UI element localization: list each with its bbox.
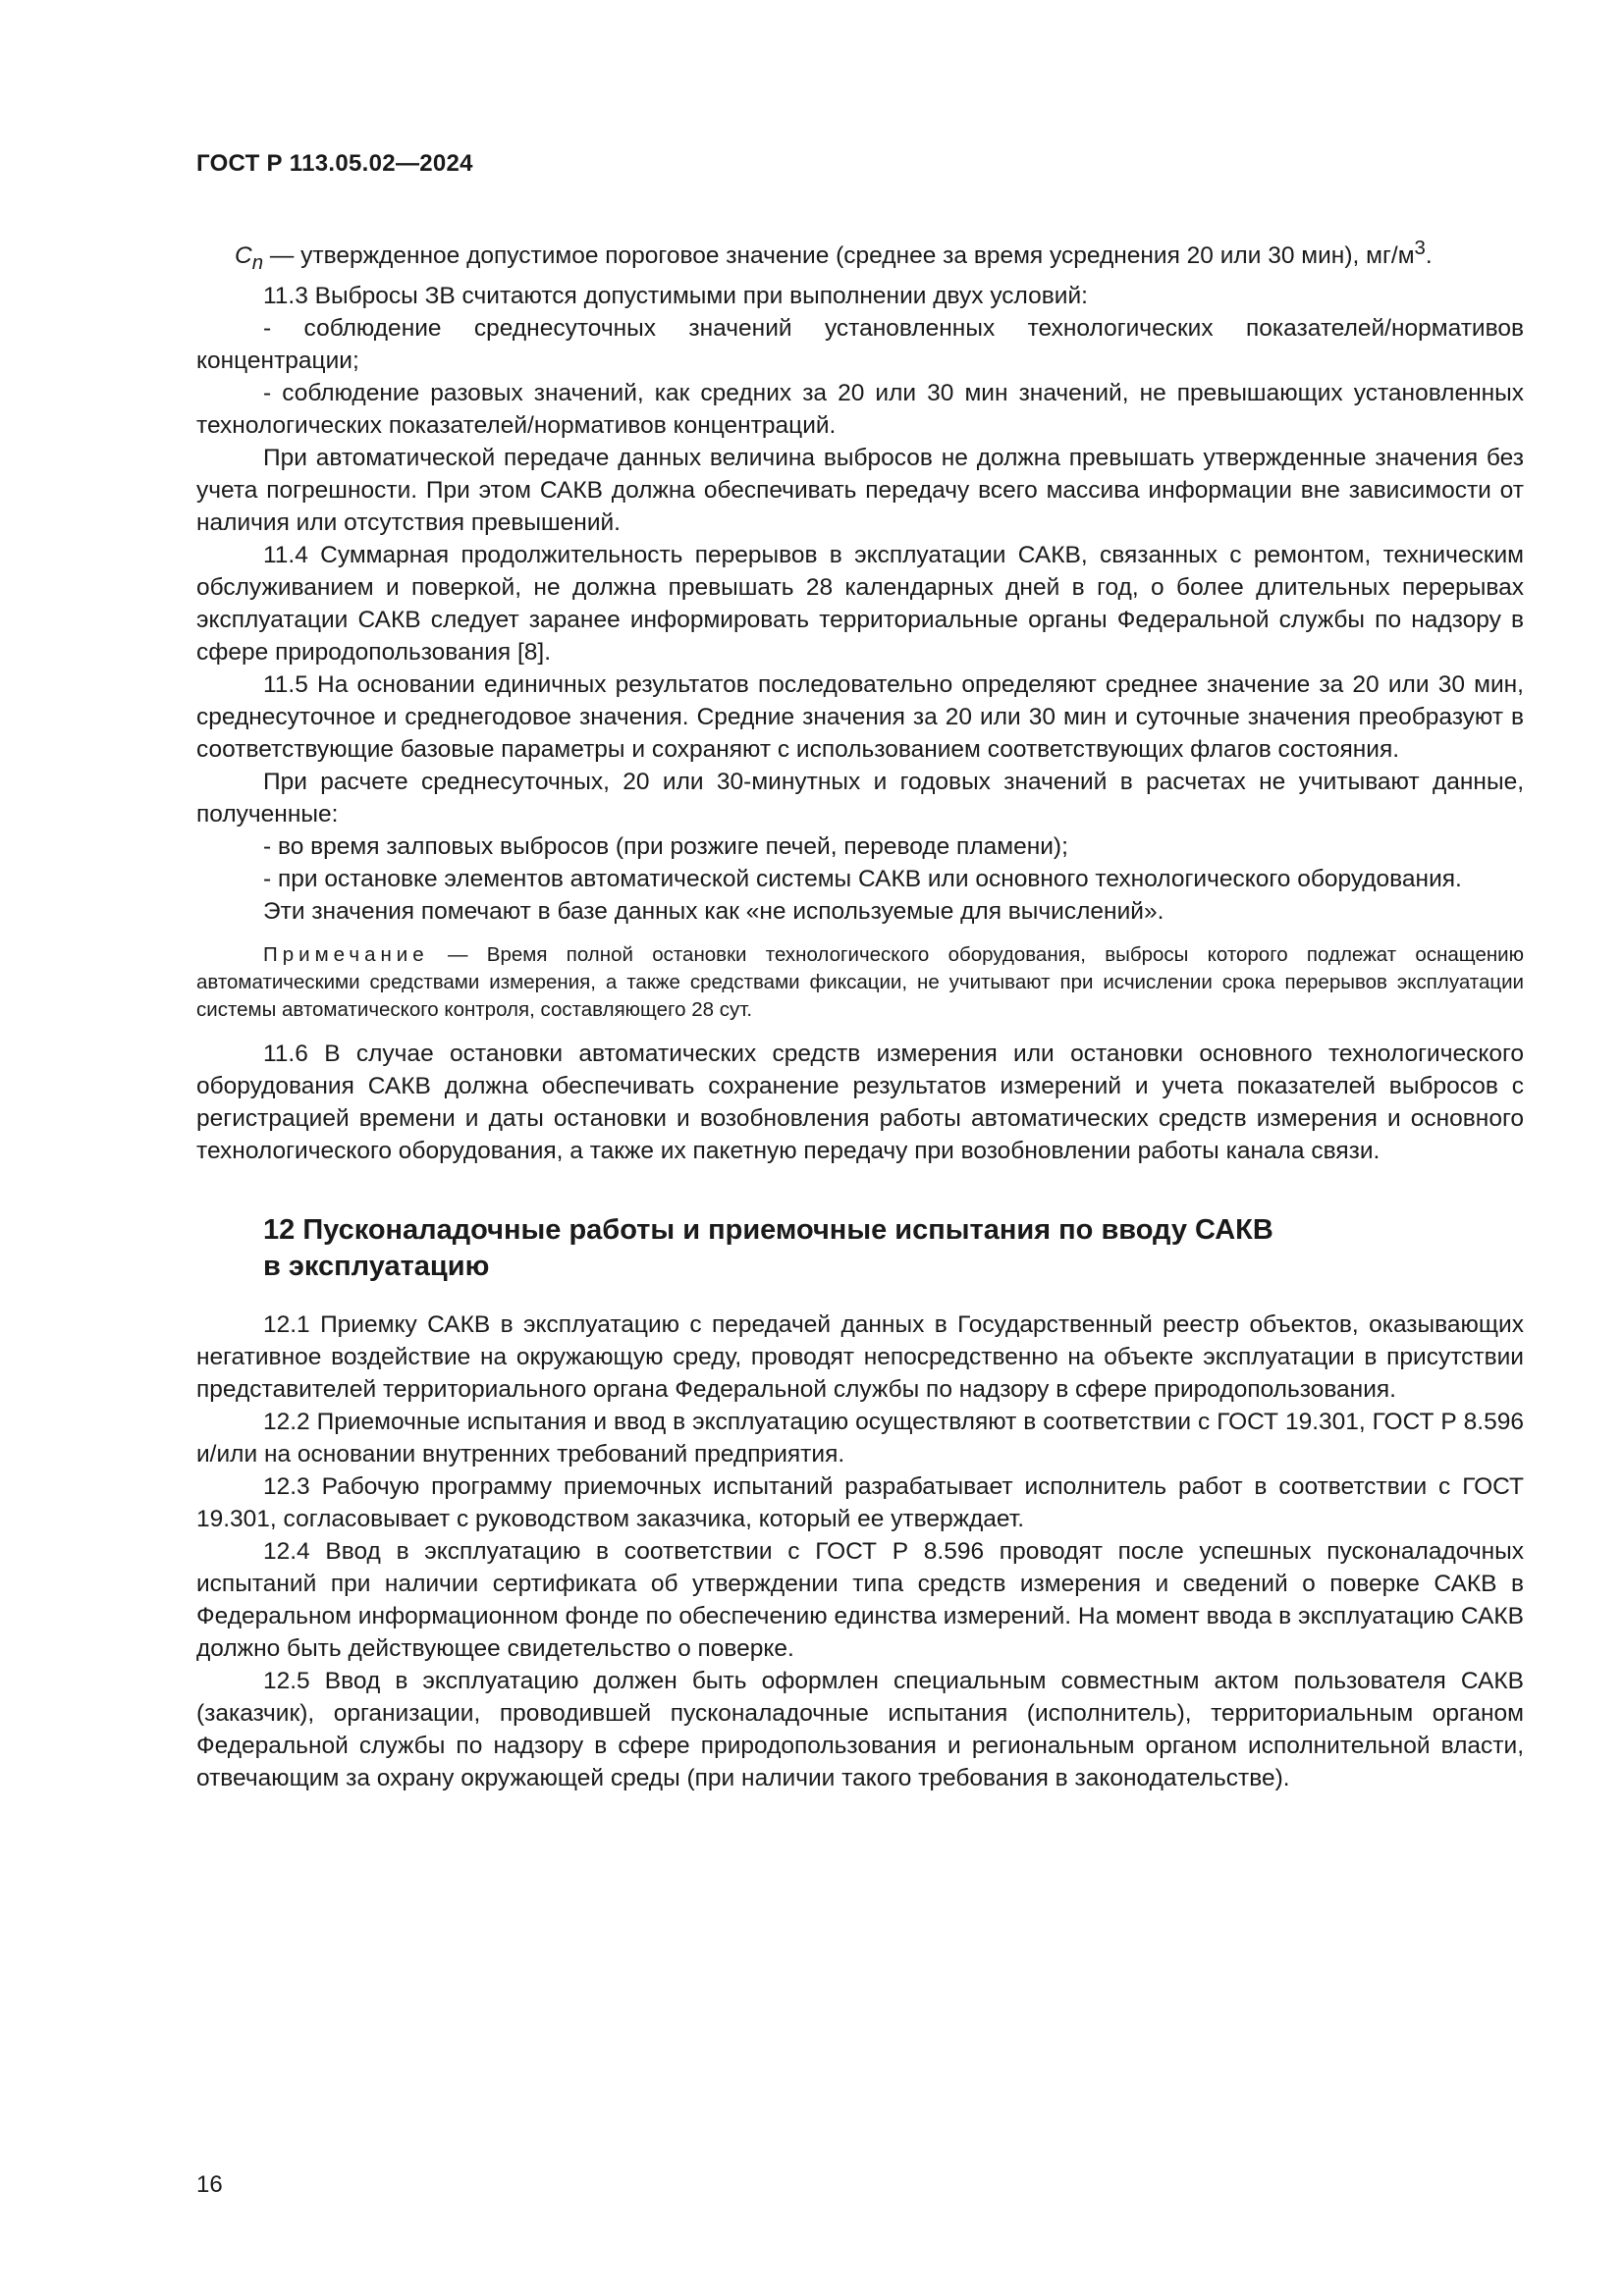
paragraph-11-5: 11.5 На основании единичных результатов последовательно определяют среднее значение за 20 или 30 мин, среднесуточное и среднегодовое значения. Средние значения за 20 или 30 мин и суточные значения преобразуют в соответствующие базовые параметры и сохраняют с использованием соответствующих флагов состояния. <box>196 671 1524 764</box>
note <box>196 941 1524 1024</box>
paragraph-12-4: 12.4 Ввод в эксплуатацию в соответствии с ГОСТ Р 8.596 проводят после успешных пусконаладочных испытаний при наличии сертификата об утверждении типа средств измерения и сведений о поверке САКВ в Федеральном информационном фонде по обеспечению единства измерений. На момент ввода в эксплуатацию САКВ должно быть действующее свидетельство о поверке. <box>196 1538 1524 1663</box>
paragraph-12-5: 12.5 Ввод в эксплуатацию должен быть оформлен специальным совместным актом пользователя САКВ (заказчик), организации, проводившей пусконаладочные испытания (исполнитель), территориальным органом Федеральной службы по надзору в сфере природопользования и региональным органом исполнительной власти, отвечающим за охрану окружающей среды (при наличии такого требования в законодательстве). <box>196 1668 1524 1792</box>
page-content <box>196 233 1524 1794</box>
document-code: ГОСТ Р 113.05.02—2024 <box>196 150 473 177</box>
definition-end: . <box>1425 242 1433 270</box>
paragraph-12-1: 12.1 Приемку САКВ в эксплуатацию с передачей данных в Государственный реестр объектов, оказывающих негативное воздействие на окружающую среду, проводят непосредственно на объекте эксплуатации в присутствии представителей территориального органа Федеральной службы по надзору в сфере природопользования. <box>196 1311 1524 1404</box>
definition-text: — утвержденное допустимое пороговое значение (среднее за время усреднения 20 или 30 мин), мг/м <box>263 242 1415 270</box>
document-page <box>196 0 1524 2296</box>
note-text: — Время полной остановки технологического оборудования, выбросы которого подлежат оснащению автоматическими средствами измерения, а также средствами фиксации, не учитывают при исчислении срока перерывов эксплуатации системы автоматического контроля, составляющего 28 сут. <box>196 943 1524 1022</box>
paragraph-11-3: 11.3 Выбросы ЗВ считаются допустимыми при выполнении двух условий: <box>263 283 1088 310</box>
paragraph: При автоматической передаче данных величина выбросов не должна превышать утвержденные значения без учета погрешности. При этом САКВ должна обеспечивать передачу всего массива информации вне зависимости от наличия или отсутствия превышений. <box>196 445 1524 537</box>
paragraph-12-3: 12.3 Рабочую программу приемочных испытаний разрабатывает исполнитель работ в соответствии с ГОСТ 19.301, согласовывает с руководством заказчика, который ее утверждает. <box>196 1473 1524 1533</box>
section-title-line2: в эксплуатацию <box>263 1251 490 1283</box>
symbol: C <box>235 242 252 270</box>
section-title-line1: 12 Пусконаладочные работы и приемочные испытания по вводу САКВ <box>263 1214 1273 1247</box>
paragraph-11-4: 11.4 Суммарная продолжительность перерывов в эксплуатации САКВ, связанных с ремонтом, техническим обслуживанием и поверкой, не должна превышать 28 календарных дней в год, о более длительных перерывах эксплуатации САКВ следует заранее информировать территориальные органы Федеральной службы по надзору в сфере природопользования [8]. <box>196 542 1524 667</box>
paragraph-11-6: 11.6 В случае остановки автоматических средств измерения или остановки основного технологического оборудования САКВ должна обеспечивать сохранение результатов измерений и учета показателей выбросов с регистрацией времени и даты остановки и возобновления работы автоматических средств измерения и основного технологического оборудования, а также их пакетную передачу при возобновлении работы канала связи. <box>196 1041 1524 1165</box>
list-item: - при остановке элементов автоматической системы САКВ или основного технологического оборудования. <box>263 866 1462 893</box>
section-heading-12 <box>196 1212 1524 1285</box>
paragraph: При расчете среднесуточных, 20 или 30-минутных и годовых значений в расчетах не учитывают данные, полученные: <box>196 769 1524 828</box>
list-item: - соблюдение среднесуточных значений установленных технологических показателей/нормативов концентрации; <box>196 315 1524 375</box>
page-number: 16 <box>196 2171 223 2198</box>
symbol-definition <box>196 233 1524 280</box>
unit-superscript: 3 <box>1414 238 1426 259</box>
paragraph-12-2: 12.2 Приемочные испытания и ввод в эксплуатацию осуществляют в соответствии с ГОСТ 19.301, ГОСТ Р 8.596 и/или на основании внутренних требований предприятия. <box>196 1409 1524 1468</box>
symbol-subscript: n <box>251 252 264 275</box>
paragraph: Эти значения помечают в базе данных как «не используемые для вычислений». <box>263 898 1164 926</box>
list-item: - во время залповых выбросов (при розжиге печей, переводе пламени); <box>263 833 1068 861</box>
note-label: Примечание <box>263 943 429 967</box>
list-item: - соблюдение разовых значений, как средних за 20 или 30 мин значений, не превышающих установленных технологических показателей/нормативов концентраций. <box>196 380 1524 440</box>
